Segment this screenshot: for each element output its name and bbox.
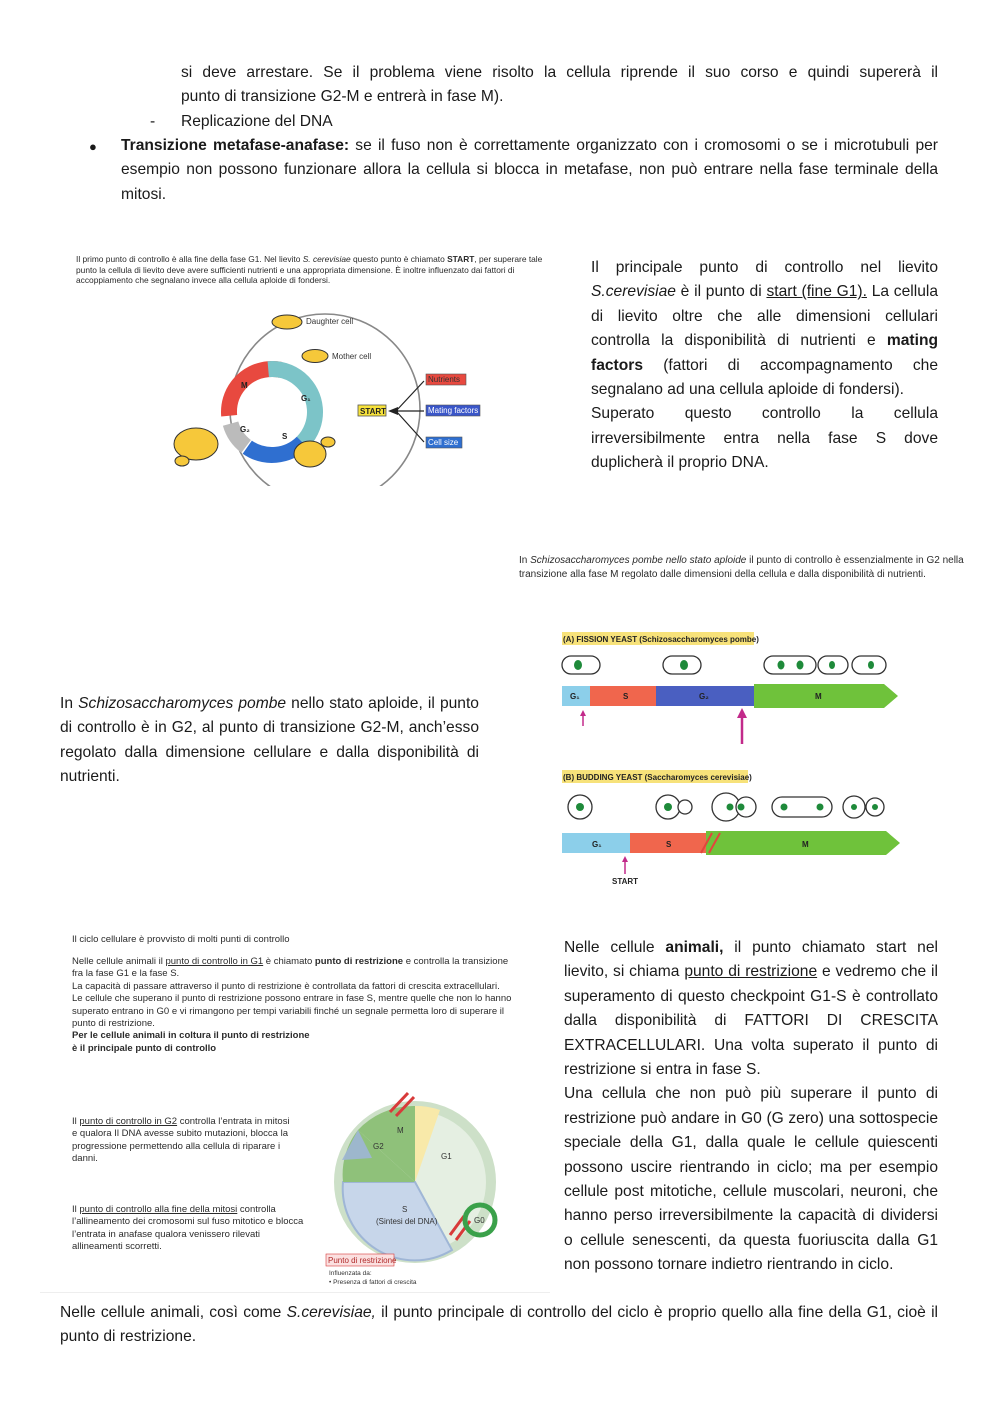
budding-start-label: START: [612, 877, 639, 886]
cycle-s-label: S: [402, 1205, 408, 1214]
mother-cell-label: Mother cell: [332, 352, 372, 361]
figure-start-checkpoint: [58, 246, 558, 486]
paragraph-animal-g0: Una cellula che non può più superare il punto di restrizione può andare in G0 (G zero) una sottospecie speciale della G1, dalla quale le cellule quiescenti possono uscire rientrando in ciclo; ma per esempio cellule post mitotiche, cellule muscolari, neuroni, che hanno perso irreversibilmente la capacità di dividersi o cellule senescenti, da questa fuoriuscita dalla G1 non possono tornare indietro rientrando in ciclo.: [564, 1085, 938, 1274]
continuation-text: [181, 61, 938, 110]
figure-fission-budding: [496, 548, 964, 898]
figure-animal-title: Il ciclo cellulare è provvisto di molti punti di controllo: [72, 934, 290, 945]
dash-item-text: Replicazione del DNA: [181, 113, 333, 130]
restriction-point-label: Punto di restrizione: [328, 1256, 397, 1265]
bullet-paragraph: [121, 134, 938, 207]
figure-fission-caption: In Schizosaccharomyces pombe nello stato aploide il punto di controllo è essenzialmente in G2 nella transizione alla fase M regolato dalle dimensioni della cellula e dalla disponibilità di nutrienti.: [519, 555, 964, 580]
bullet-marker: ●: [89, 139, 97, 154]
cell-size-label: Cell size: [428, 438, 459, 447]
budding-cell-left: [174, 428, 218, 460]
mating-factors-label: Mating factors: [428, 406, 479, 415]
budding-g1-label: G₁: [592, 840, 602, 849]
paragraph-pombe: In Schizosaccharomyces pombe nello stato aploide, il punto di controllo è in G2, al punto di transizione G2-M, anch’esso regolato dalla dimensione cellulare e dalla disponibilità di nutrienti.: [60, 695, 479, 786]
phase-s-label: S: [282, 432, 288, 441]
g2-checkpoint-text: Il punto di controllo in G2 controlla l’entrata in mitosi e qualora Il DNA avesse subito mutazioni, blocca la progressione permettendo alla cellula di riparare i danni.: [72, 1116, 290, 1165]
start-cycle-diagram: [58, 246, 558, 486]
daughter-cell-label: Daughter cell: [306, 317, 354, 326]
g0-label: G0: [474, 1216, 485, 1225]
bullet-title: Transizione metafase-anafase:: [121, 137, 350, 154]
figure-animal-text: Nelle cellule animali il punto di controllo in G1 è chiamato punto di restrizione e controlla la transizione fra la fase G1 e la fase S. La capacità di passare attraverso il punto di restrizione è controllata da fattori di crescita extracellulari. Le cellule che superano il punto di restrizione possono entrare in fase S, mentre quelle che non lo hanno superato entrano in G0 e vi rimangono per tempi variabili finché un segnale permetta loro di superare il punto di restrizione. Per le cellule animali in coltura il punto di restrizione è il principale punto di controllo: [72, 956, 512, 1054]
cycle-m-label: M: [397, 1126, 404, 1135]
start-box-label: START: [360, 407, 387, 416]
figure-animal-checkpoints: [40, 920, 550, 1293]
cycle-g1-label: G1: [441, 1152, 452, 1161]
budding-s-label: S: [666, 840, 672, 849]
cycle-s-sub-label: (Sintesi del DNA): [376, 1217, 438, 1226]
fission-m-label: M: [815, 692, 822, 701]
paragraph-animal: Nelle cellule animali, il punto chiamato start nel lievito, si chiama punto di restrizione e vedremo che il superamento di questo checkpoint G1-S è controllato dalla disponibilità di FATTORI DI CRESCITA EXTRACELLULARI. Una volta superato il punto di restrizione si entra in fase S. Una cellula che non può più superare il punto di restrizione può andare in G0 (G zero) una sottospecie speciale della G1, dalla quale le cellule quiescenti possono uscire rientrando in ciclo; ma per esempio cellule post mitotiche, cellule muscolari, neuroni, che hanno perso irreversibilmente la capacità di dividersi o cellule senescenti, da questa fuoriuscita dalla G1 non possono tornare indietro rientrando in ciclo.: [564, 936, 938, 1278]
dash-list-item: [150, 110, 850, 134]
fission-label: (A) FISSION YEAST (Schizosaccharomyces pombe): [563, 635, 759, 644]
continuation-line-1: si deve arrestare. Se il problema viene risolto la cellula riprende il suo corso e quindi supererà il: [181, 64, 938, 81]
dash-marker: -: [150, 113, 156, 130]
influenced-by-label: Influenzata da:: [329, 1270, 372, 1277]
daughter-cell-icon: [272, 315, 302, 329]
mitosis-checkpoint-text: Il punto di controllo alla fine della mitosi controlla l’allineamento dei cromosomi sul fuso mitotico e blocca l’entrata in anafase qualora venissero rilevati allineamenti scorretti.: [72, 1204, 304, 1253]
bullet-text: se il fuso non è correttamente organizzato con i cromosomi o se i microtubuli per esempio non possono funzionare allora la cellula si blocca in metafase, non può entrare nella fase terminale della mitosi.: [121, 137, 938, 203]
paragraph-start: Il principale punto di controllo nel lievito S.cerevisiae è il punto di start (fine G1). La cellula di lievito oltre che alle dimensioni cellulari controlla la disponibilità di nutrienti e mating factors (fattori di accompagnamento che segnalano ad una cellula aploide di fondersi). Superato questo controllo la cellula irreversibilmente entra nella fase S dove duplicherà il proprio DNA.: [591, 256, 938, 476]
phase-m-label: M: [241, 381, 248, 390]
budding-label: (B) BUDDING YEAST (Saccharomyces cerevisiae): [563, 773, 752, 782]
nutrients-label: Nutrients: [428, 375, 461, 384]
budding-cell-right: [294, 441, 326, 467]
budding-m-label: M: [802, 840, 809, 849]
fission-budding-diagram: [496, 548, 964, 898]
paragraph-conclusion: Nelle cellule animali, così come S.cerevisiae, il punto principale di controllo del ciclo è proprio quello alla fine della G1, cioè il punto di restrizione.: [60, 1304, 938, 1346]
phase-g1-label: G₁: [301, 394, 311, 403]
fission-s-label: S: [623, 692, 629, 701]
animal-cycle-diagram: [40, 920, 550, 1292]
fission-m-arrow: [754, 684, 898, 708]
fission-g1-label: G₁: [570, 692, 580, 701]
paragraph-start-continuation: Superato questo controllo la cellula irreversibilmente entra nella fase S dove duplicherà il proprio DNA.: [591, 405, 938, 472]
mother-cell-icon: [302, 350, 328, 363]
figure-start-caption: Il primo punto di controllo è alla fine della fase G1. Nel lievito S. cerevisiae questo punto è chiamato START, per superare tale punto la cellula di lievito deve avere sufficienti nutrienti e una appropriata dimensione. È inoltre influenzato dai fattori di accoppiamento che segnalano invece alla cellula aploide di fondersi.: [76, 254, 543, 286]
cycle-g2-label: G2: [373, 1142, 384, 1151]
phase-g2-label: G₂: [240, 425, 250, 434]
fission-g2-label: G₂: [699, 692, 709, 701]
growth-factors-label: • Presenza di fattori di crescita: [329, 1279, 417, 1286]
continuation-line-2: punto di transizione G2-M e entrerà in fase M).: [181, 88, 504, 106]
